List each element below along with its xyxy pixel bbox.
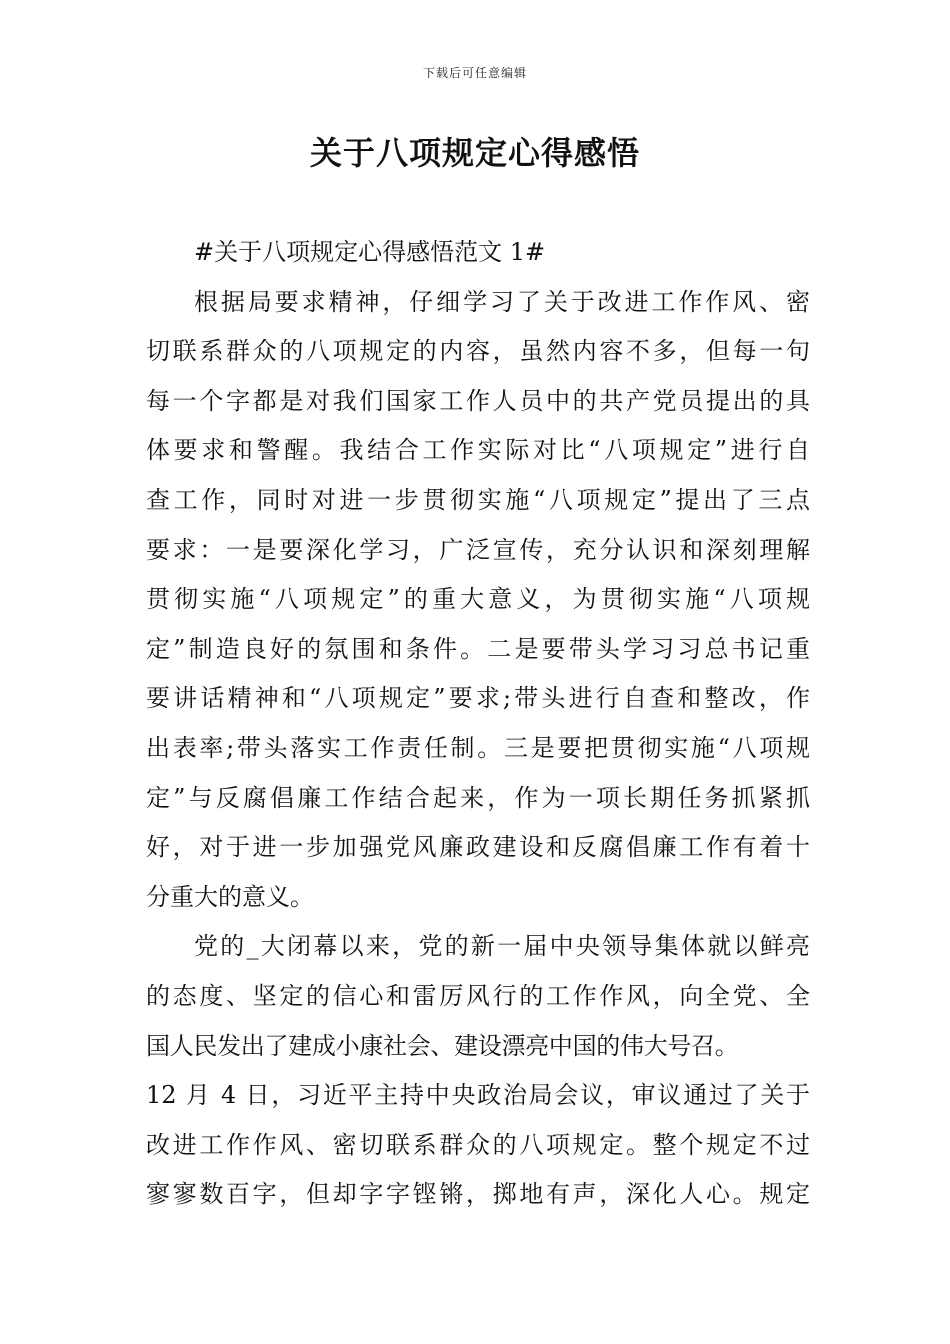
paragraph-line: 要求：一是要深化学习，广泛宣传，充分认识和深刻理解 bbox=[146, 535, 810, 564]
document-title: 关于八项规定心得感悟 bbox=[309, 134, 640, 172]
paragraph-line: 的态度、坚定的信心和雷厉风行的工作作风，向全党、全 bbox=[146, 981, 810, 1010]
paragraph-line: 定”与反腐倡廉工作结合起来，作为一项长期任务抓紧抓 bbox=[146, 783, 810, 812]
paragraph-line: 好，对于进一步加强党风廉政建设和反腐倡廉工作有着十 bbox=[146, 833, 810, 862]
paragraph-2 bbox=[146, 922, 810, 1220]
paragraph-line: 切联系群众的八项规定的内容，虽然内容不多，但每一句 bbox=[146, 337, 810, 366]
paragraph-line: 寥寥数百字，但却字字铿锵，掷地有声，深化人心。规定 bbox=[146, 1180, 810, 1209]
document-body bbox=[146, 228, 810, 1220]
paragraph-1 bbox=[146, 278, 810, 923]
header-note: 下载后可任意编辑 bbox=[422, 66, 527, 80]
paragraph-line: 根据局要求精神，仔细学习了关于改进工作作风、密 bbox=[194, 287, 810, 316]
paragraph-line: 12 月 4 日，习近平主持中央政治局会议，审议通过了关于 bbox=[146, 1081, 810, 1110]
paragraph-line: 体要求和警醒。我结合工作实际对比“八项规定”进行自 bbox=[146, 436, 810, 465]
paragraph-line: 改进工作作风、密切联系群众的八项规定。整个规定不过 bbox=[146, 1130, 810, 1159]
paragraph-line: 国人民发出了建成小康社会、建设漂亮中国的伟大号召。 bbox=[146, 1031, 739, 1060]
paragraph-line: 定”制造良好的氛围和条件。二是要带头学习习总书记重 bbox=[146, 634, 810, 663]
section-heading: #关于八项规定心得感悟范文 1# bbox=[194, 238, 546, 266]
paragraph-line: 分重大的意义。 bbox=[146, 882, 314, 911]
paragraph-line: 出表率;带头落实工作责任制。三是要把贯彻实施“八项规 bbox=[146, 733, 810, 762]
paragraph-line: 每一个字都是对我们国家工作人员中的共产党员提出的具 bbox=[146, 386, 810, 415]
paragraph-line: 要讲话精神和“八项规定”要求;带头进行自查和整改，作 bbox=[146, 684, 810, 713]
paragraph-line: 贯彻实施“八项规定”的重大意义，为贯彻实施“八项规 bbox=[146, 585, 810, 614]
paragraph-line: 党的_大闭幕以来，党的新一届中央领导集体就以鲜亮 bbox=[194, 932, 810, 961]
paragraph-line: 查工作，同时对进一步贯彻实施“八项规定”提出了三点 bbox=[146, 485, 810, 514]
